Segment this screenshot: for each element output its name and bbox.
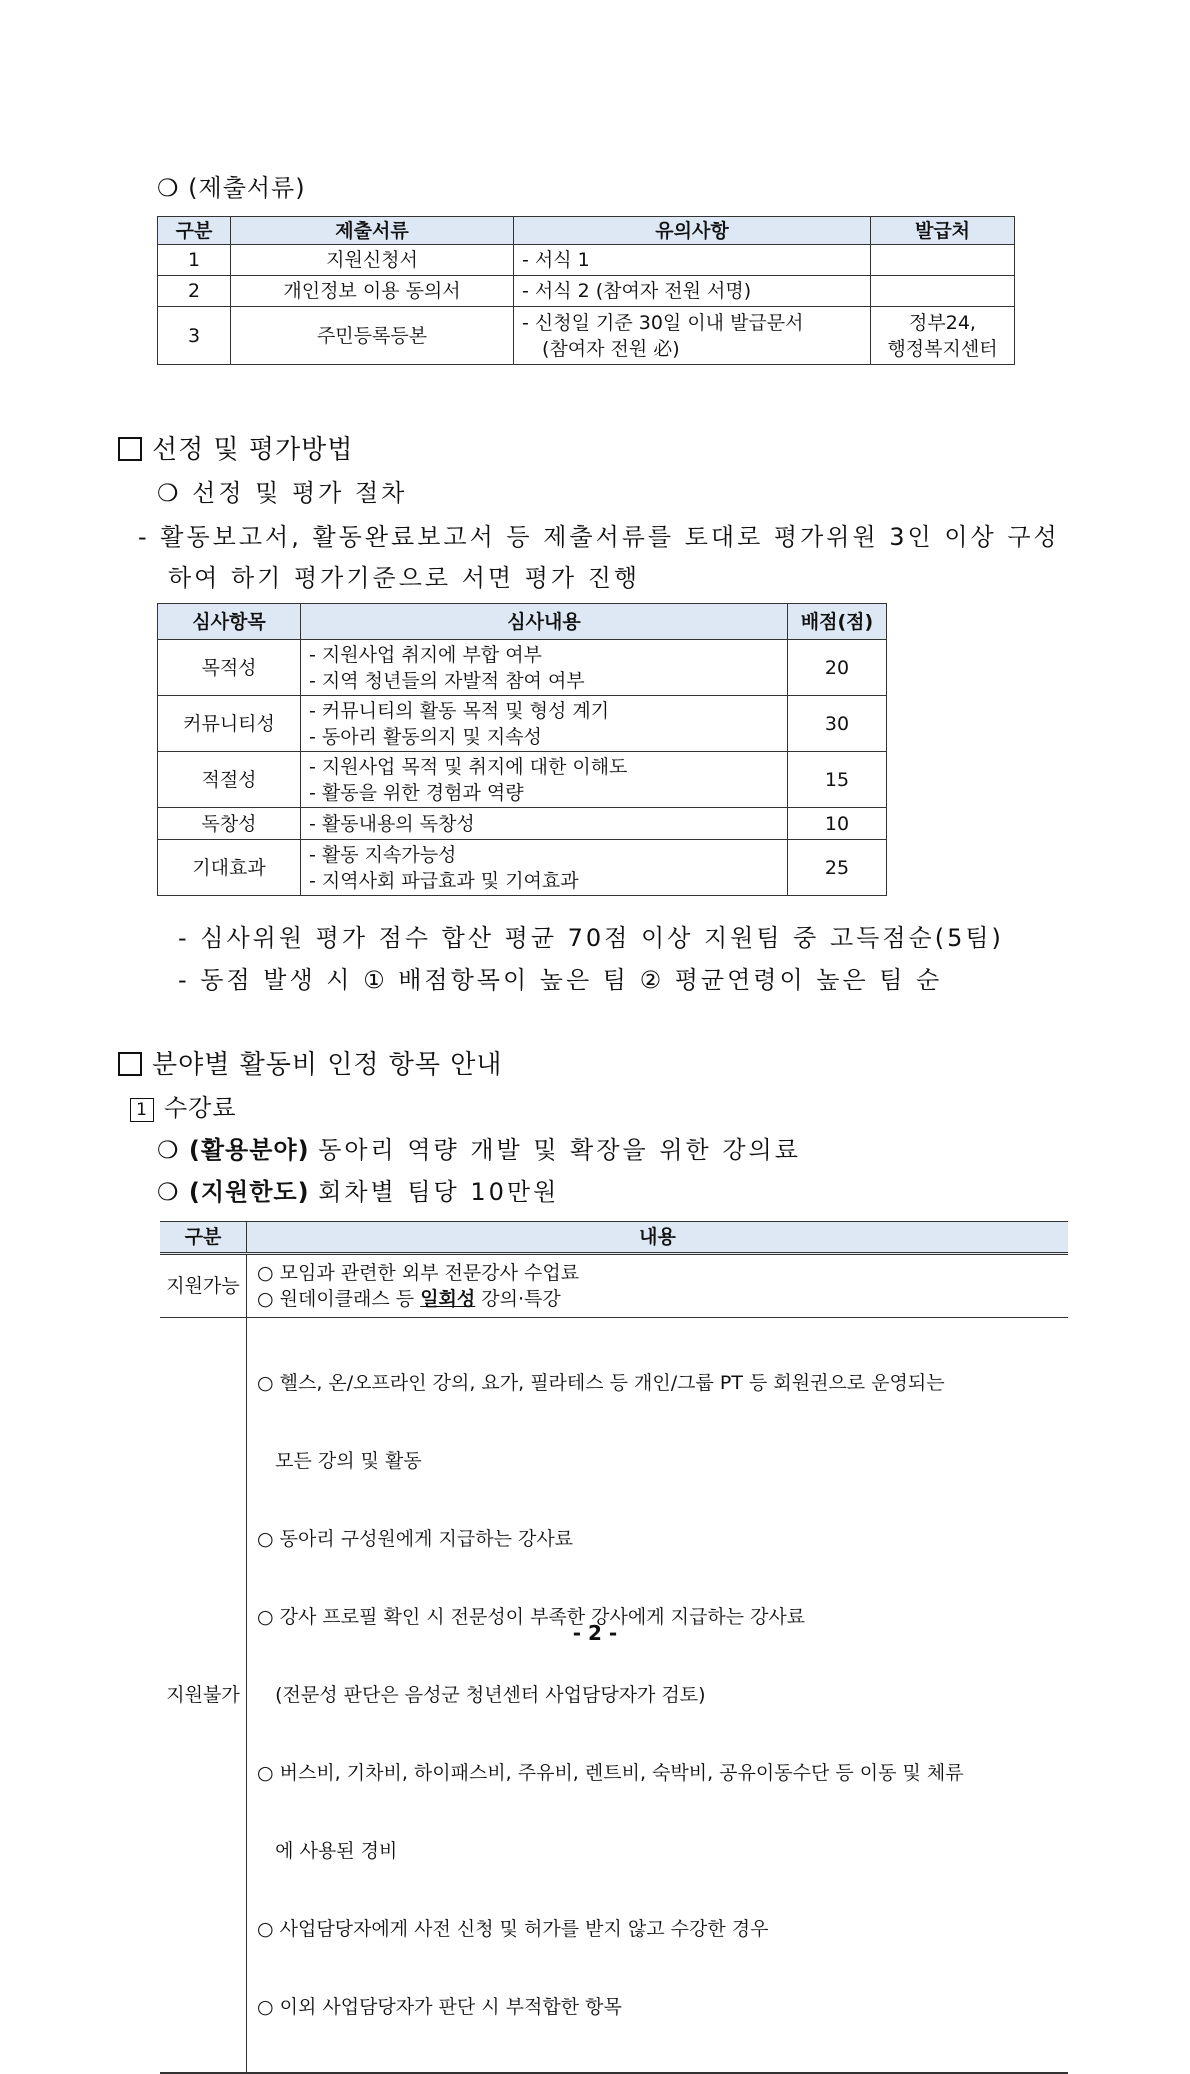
eval-item: 적절성: [158, 752, 301, 808]
docs-table: [157, 216, 1015, 365]
costs-item-title: 수강료: [164, 1094, 237, 1122]
row-issuer: [871, 276, 1015, 307]
row-no: 1: [158, 245, 231, 276]
page-number: - 2 -: [572, 1621, 618, 1645]
costs-title-text: 분야별 활동비 인정 항목 안내: [152, 1050, 503, 1080]
denied-item: (전문성 판단은 음성군 청년센터 사업담당자가 검토): [257, 1684, 706, 1706]
table-row: [158, 245, 1015, 276]
row-note: - 서식 1: [514, 245, 871, 276]
eval-content: - 지원사업 목적 및 취지에 대한 이해도: [309, 755, 628, 778]
denied-item: ○ 동아리 구성원에게 지급하는 강사료: [257, 1528, 574, 1550]
eval-content: - 지원사업 취지에 부합 여부: [309, 643, 542, 666]
costs-title: [118, 1044, 502, 1081]
denied-label: 지원불가: [160, 1318, 247, 2074]
row-doc: 개인정보 이용 동의서: [231, 276, 514, 307]
eval-score: 20: [788, 640, 887, 696]
usage-text: 동아리 역량 개발 및 확장을 위한 강의료: [318, 1136, 801, 1164]
allowed-item-post: 강의·특강: [475, 1288, 561, 1310]
table-row: [158, 808, 887, 840]
eval-score: 10: [788, 808, 887, 840]
limit-label: ❍ (지원한도): [157, 1178, 310, 1206]
denied-item: 모든 강의 및 활동: [257, 1450, 422, 1472]
col-header: 심사항목: [158, 604, 301, 640]
row-doc: 주민등록등본: [231, 307, 514, 365]
eval-content: - 지역 청년들의 자발적 참여 여부: [309, 669, 585, 692]
eval-item: 커뮤니티성: [158, 696, 301, 752]
allowed-item: [257, 1286, 1060, 1312]
checkbox-square-icon: [118, 1052, 142, 1076]
table-row: [158, 640, 887, 696]
eval-score: 30: [788, 696, 887, 752]
selection-title: [118, 429, 353, 466]
row-issuer-2: 행정복지센터: [887, 337, 998, 360]
eval-item: 기대효과: [158, 840, 301, 896]
col-header: 발급처: [871, 217, 1015, 245]
eval-content: - 동아리 활동의지 및 지속성: [309, 725, 542, 748]
costs-item: [130, 1088, 237, 1123]
row-note-2: (참여자 전원 必): [542, 337, 680, 360]
selection-note1: - 심사위원 평가 점수 합산 평균 70점 이상 지원팀 중 고득점순(5팀): [178, 924, 1004, 952]
col-header: 심사내용: [301, 604, 788, 640]
table-row: [160, 1318, 1068, 2074]
selection-sub: ❍ 선정 및 평가 절차: [157, 479, 408, 507]
row-note: - 서식 2 (참여자 전원 서명): [514, 276, 871, 307]
row-note: - 신청일 기준 30일 이내 발급문서: [522, 311, 804, 334]
row-doc: 지원신청서: [231, 245, 514, 276]
row-issuer: 정부24,: [909, 311, 976, 334]
table-row: [158, 840, 887, 896]
eval-content: - 지역사회 파급효과 및 기여효과: [309, 869, 579, 892]
evaluation-table: [157, 603, 887, 896]
col-header: 유의사항: [514, 217, 871, 245]
table-row: [160, 1254, 1068, 1318]
selection-line1: - 활동보고서, 활동완료보고서 등 제출서류를 토대로 평가위원 3인 이상 구성: [138, 523, 1060, 551]
costs-table: [160, 1221, 1068, 2074]
eval-content: - 활동내용의 독창성: [309, 812, 475, 835]
eval-item: 독창성: [158, 808, 301, 840]
eval-content: - 활동을 위한 경험과 역량: [309, 781, 524, 804]
denied-item: ○ 사업담당자에게 사전 신청 및 허가를 받지 않고 수강한 경우: [257, 1918, 769, 1940]
eval-score: 15: [788, 752, 887, 808]
eval-score: 25: [788, 840, 887, 896]
allowed-item-emphasis: 일회성: [420, 1288, 476, 1310]
allowed-label: 지원가능: [160, 1254, 247, 1318]
row-no: 3: [158, 307, 231, 365]
allowed-item-pre: ○ 원데이클래스 등: [257, 1288, 421, 1310]
usage-label: ❍ (활용분야): [157, 1136, 310, 1164]
limit-text: 회차별 팀당 10만원: [318, 1178, 560, 1206]
allowed-item: ○ 모임과 관련한 외부 전문강사 수업료: [257, 1262, 580, 1284]
table-row: [158, 307, 1015, 365]
denied-item: 에 사용된 경비: [257, 1840, 398, 1862]
col-header: 구분: [160, 1222, 247, 1254]
item-number-box: 1: [130, 1098, 154, 1122]
eval-content: - 활동 지속가능성: [309, 843, 457, 866]
row-issuer: [871, 245, 1015, 276]
col-header: 제출서류: [231, 217, 514, 245]
col-header: 배점(점): [788, 604, 887, 640]
denied-item: ○ 강사 프로필 확인 시 전문성이 부족한 강사에게 지급하는 강사료: [257, 1606, 806, 1628]
table-row: [158, 696, 887, 752]
col-header: 내용: [247, 1222, 1069, 1254]
checkbox-square-icon: [118, 437, 142, 461]
eval-item: 목적성: [158, 640, 301, 696]
limit-line: [157, 1172, 559, 1207]
table-row: [158, 752, 887, 808]
denied-item: ○ 버스비, 기차비, 하이패스비, 주유비, 렌트비, 숙박비, 공유이동수단 등 이동 및 체류: [257, 1762, 964, 1784]
denied-item: ○ 헬스, 온/오프라인 강의, 요가, 필라테스 등 개인/그룹 PT 등 회원권으로 운영되는: [257, 1372, 945, 1394]
usage-line: [157, 1130, 801, 1165]
eval-content: - 커뮤니티의 활동 목적 및 형성 계기: [309, 699, 610, 722]
docs-heading: ❍ (제출서류): [157, 174, 306, 202]
col-header: 구분: [158, 217, 231, 245]
selection-line2: 하여 하기 평가기준으로 서면 평가 진행: [168, 564, 641, 592]
denied-item: ○ 이외 사업담당자가 판단 시 부적합한 항목: [257, 1996, 622, 2018]
selection-title-text: 선정 및 평가방법: [152, 435, 354, 465]
row-no: 2: [158, 276, 231, 307]
table-row: [158, 276, 1015, 307]
selection-note2: - 동점 발생 시 ① 배점항목이 높은 팀 ② 평균연령이 높은 팀 순: [178, 966, 943, 994]
